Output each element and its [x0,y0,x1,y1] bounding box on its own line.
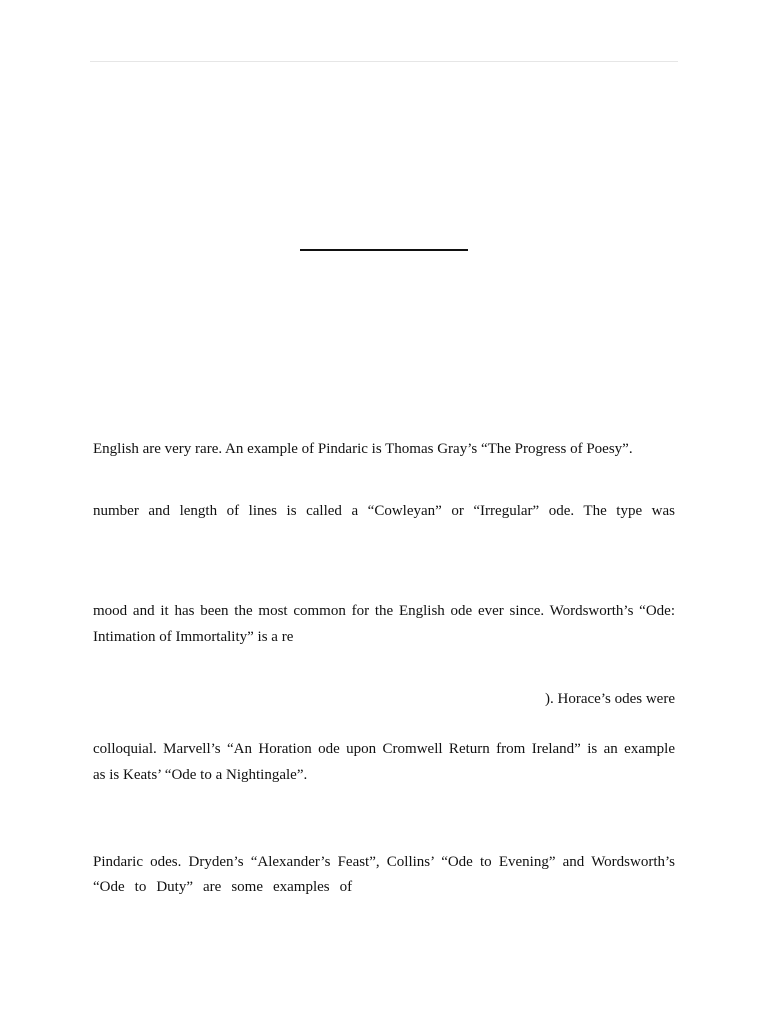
word: some [231,879,263,895]
word: “Ode [93,879,125,895]
text-line-6: colloquial. Marvell’s “An Horation ode upon Cromwell Return from Ireland” is an example [93,741,675,757]
word: are [203,879,222,895]
text-line-4: Intimation of Immortality” is a re [93,629,294,645]
text-line-7: as is Keats’ “Ode to a Nightingale”. [93,767,308,783]
text-line-8: Pindaric odes. Dryden’s “Alexander’s Feast”, Collins’ “Ode to Evening” and Wordsworth’s [93,854,675,870]
text-line-5: ). Horace’s odes were [545,691,675,707]
header-divider [90,61,678,62]
word: examples [272,879,330,895]
word: of [339,879,353,895]
text-line-3: mood and it has been the most common for the English ode ever since. Wordsworth’s “Ode: [93,603,675,619]
text-line-1: English are very rare. An example of Pindaric is Thomas Gray’s “The Progress of Poesy”. [93,441,633,457]
text-line-2: number and length of lines is called a “Cowleyan” or “Irregular” ode. The type was [93,503,675,519]
title-underline [300,249,468,251]
word: to [134,879,147,895]
text-line-9 [93,878,675,896]
word: Duty” [156,879,193,895]
